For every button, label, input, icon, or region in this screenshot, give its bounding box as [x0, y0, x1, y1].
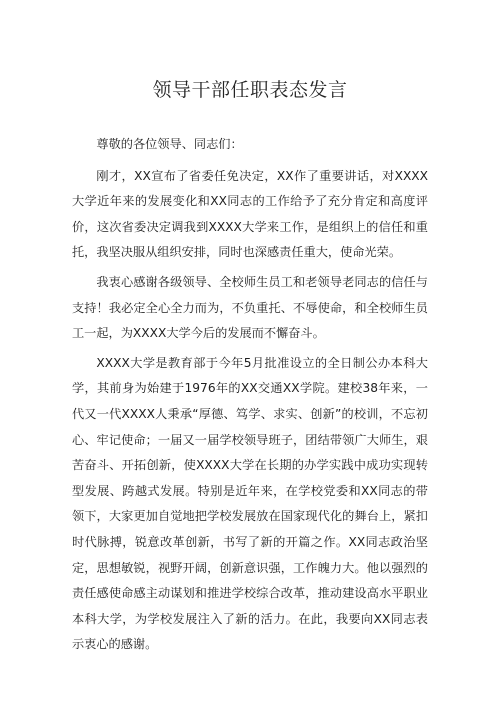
- document-body: [72, 132, 428, 662]
- document-title: 领导干部任职表态发言: [152, 79, 348, 101]
- greeting-paragraph: 尊敬的各位领导、同志们：: [96, 137, 243, 151]
- paragraph-2: 我衷心感谢各级领导、全校师生员工和老领导老同志的信任与支持！我必定全心全力而为，不负重托、不辱使命，和全校师生员工一起，为XXXX大学今后的发展而不懈奋斗。: [72, 274, 428, 341]
- paragraph-1: 刚才，XX宣布了省委任免决定，XX作了重要讲话，对XXXX大学近年来的发展变化和XX同志的工作给予了充分肯定和高度评价，这次省委决定调我到XXXX大学来工作，是组织上的信任和重托，我坚决服从组织安排，同时也深感责任重大，使命光荣。: [72, 168, 428, 260]
- paragraph-3: XXXX大学是教育部于今年5月批准设立的全日制公办本科大学，其前身为始建于1976年的XX交通XX学院。建校38年来，一代又一代XXXX人秉承“厚德、笃学、求实、创新”的校训，不忘初心、牢记使命；一届又一届学校领导班子，团结带领广大师生，艰苦奋斗、开拓创新，使XXXX大学在长期的办学实践中成功实现转型发展、跨越式发展。特别是近年来，在学校党委和XX同志的带领下，大家更加自觉地把学校发展放在国家现代化的舞台上，紧扣时代脉搏，锐意改革创新，书写了新的开篇之作。XX同志政治坚定，思想敏锐，视野开阔，创新意识强，工作魄力大。他以强烈的责任感使命感主动谋划和推进学校综合改革，推动建设高水平职业本科大学，为学校发展注入了新的活力。在此，我要向XX同志表示衷心的感谢。: [72, 355, 428, 652]
